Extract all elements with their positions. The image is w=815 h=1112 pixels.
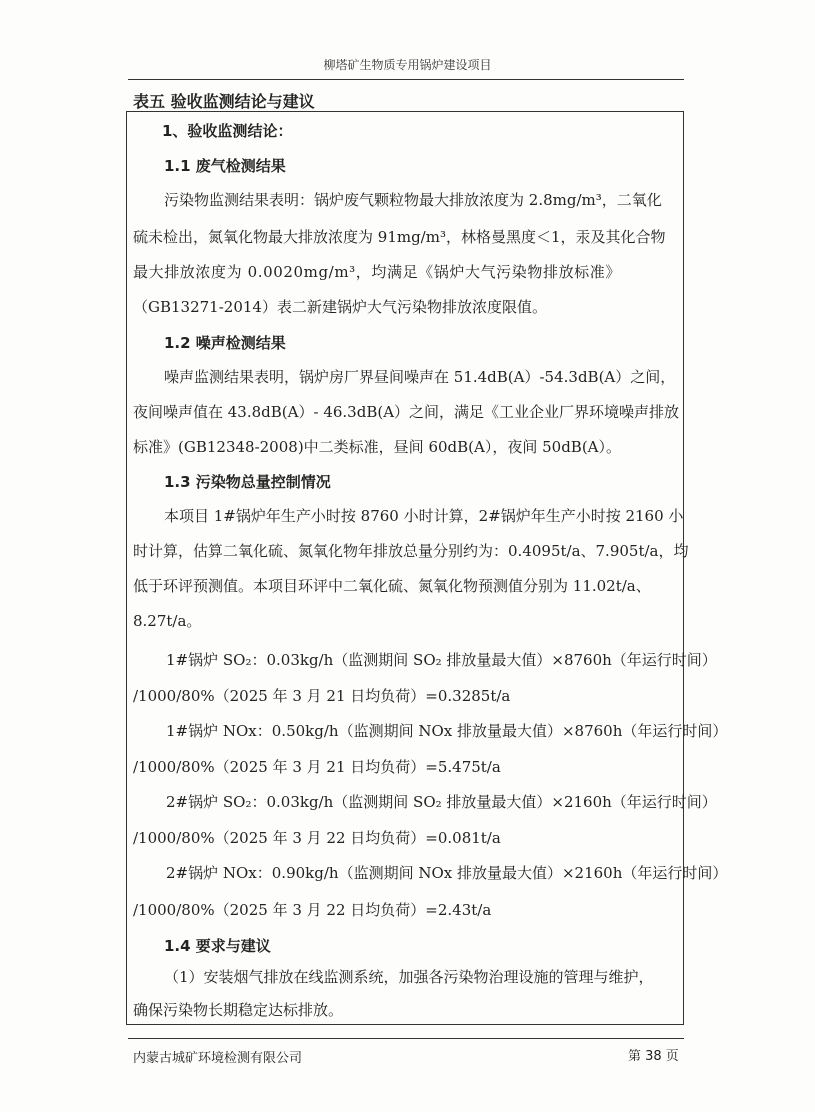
paragraph-line: （1）安装烟气排放在线监测系统，加强各污染物治理设施的管理与维护，: [164, 968, 654, 986]
calc-line: 2#锅炉 SO₂：0.03kg/h（监测期间 SO₂ 排放量最大值）×2160h（年运行时间）: [166, 793, 717, 811]
heading-conclusion: 1、验收监测结论：: [162, 122, 293, 140]
header-rule: [128, 79, 684, 80]
paragraph-line: 低于环评预测值。本项目环评中二氧化硫、氮氧化物预测值分别为 11.02t/a、: [133, 577, 651, 595]
heading-exhaust: 1.1 废气检测结果: [164, 157, 286, 175]
section-title: 表五 验收监测结论与建议: [133, 92, 315, 111]
calc-line: 1#锅炉 SO₂：0.03kg/h（监测期间 SO₂ 排放量最大值）×8760h（年运行时间）: [166, 651, 717, 669]
heading-suggestions: 1.4 要求与建议: [164, 937, 271, 955]
paragraph-line: 最大排放浓度为 0.0020mg/m³，均满足《锅炉大气污染物排放标准》: [133, 263, 621, 281]
footer-company: 内蒙古城矿环境检测有限公司: [133, 1051, 303, 1066]
calc-line: /1000/80%（2025 年 3 月 22 日均负荷）=0.081t/a: [133, 829, 501, 847]
paragraph-line: 8.27t/a。: [133, 612, 202, 630]
paragraph-line: 噪声监测结果表明，锅炉房厂界昼间噪声在 51.4dB(A）-54.3dB(A）之间，: [164, 368, 676, 386]
footer-page-number: 第 38 页: [628, 1049, 679, 1064]
content-box: [126, 111, 684, 1025]
heading-total-control: 1.3 污染物总量控制情况: [164, 473, 331, 491]
footer-rule: [128, 1038, 684, 1039]
paragraph-line: 时计算，估算二氧化硫、氮氧化物年排放总量分别约为：0.4095t/a、7.905t/a，均: [133, 542, 689, 560]
heading-noise: 1.2 噪声检测结果: [164, 334, 286, 352]
paragraph-line: （GB13271-2014）表二新建锅炉大气污染物排放浓度限值。: [133, 298, 547, 316]
calc-line: 1#锅炉 NOx：0.50kg/h（监测期间 NOx 排放量最大值）×8760h（年运行时间）: [166, 722, 728, 740]
paragraph-line: 污染物监测结果表明：锅炉废气颗粒物最大排放浓度为 2.8mg/m³，二氧化: [164, 191, 662, 209]
calc-line: /1000/80%（2025 年 3 月 21 日均负荷）=0.3285t/a: [133, 687, 511, 705]
paragraph-line: 夜间噪声值在 43.8dB(A）- 46.3dB(A）之间，满足《工业企业厂界环境噪声排放: [133, 403, 680, 421]
paragraph-line: 本项目 1#锅炉年生产小时按 8760 小时计算，2#锅炉年生产小时按 2160 小: [164, 507, 684, 525]
paragraph-line: 确保污染物长期稳定达标排放。: [133, 1001, 344, 1019]
calc-line: /1000/80%（2025 年 3 月 21 日均负荷）=5.475t/a: [133, 758, 501, 776]
calc-line: /1000/80%（2025 年 3 月 22 日均负荷）=2.43t/a: [133, 901, 492, 919]
calc-line: 2#锅炉 NOx：0.90kg/h（监测期间 NOx 排放量最大值）×2160h（年运行时间）: [166, 864, 728, 882]
page-header: 柳塔矿生物质专用锅炉建设项目: [323, 58, 492, 72]
paragraph-line: 标准》(GB12348-2008)中二类标准，昼间 60dB(A），夜间 50dB(A）。: [133, 438, 621, 456]
paragraph-line: 硫未检出，氮氧化物最大排放浓度为 91mg/m³，林格曼黑度＜1，汞及其化合物: [133, 228, 666, 246]
